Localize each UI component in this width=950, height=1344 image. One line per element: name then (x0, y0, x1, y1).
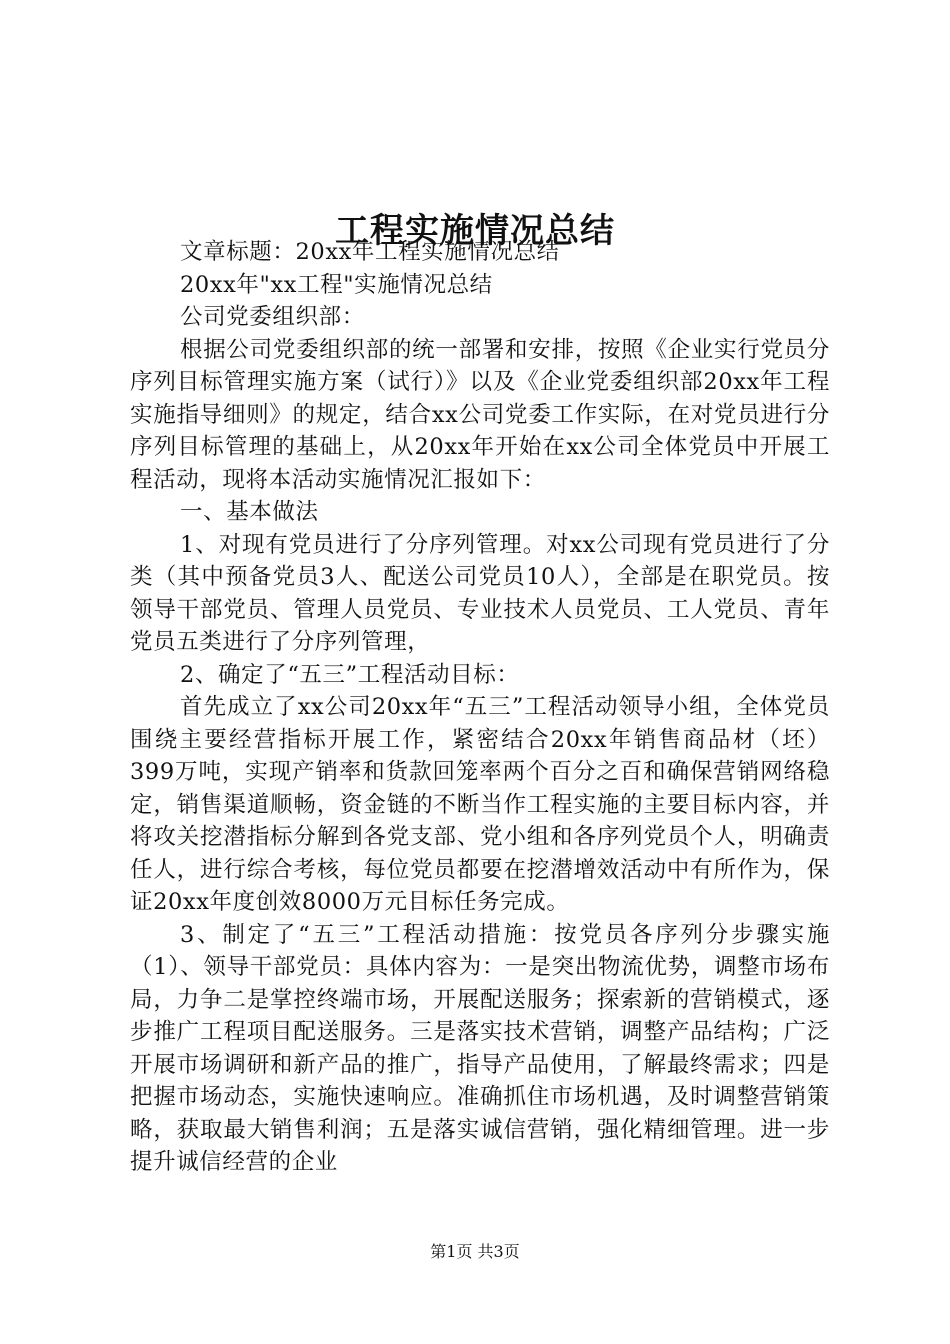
paragraph-item-3: 3、制定了“五三”工程活动措施：按党员各序列分步骤实施（1）、领导干部党员：具体内容为：一是突出物流优势，调整市场布局，力争二是掌控终端市场，开展配送服务；探索新的营销模式，逐步推广工程项目配送服务。三是落实技术营销，调整产品结构；广泛开展市场调研和新产品的推广，指导产品使用，了解最终需求；四是把握市场动态，实施快速响应。准确抓住市场机遇，及时调整营销策略，获取最大销售利润；五是落实诚信营销，强化精细管理。进一步提升诚信经营的企业 (130, 921, 830, 1175)
document-body (130, 236, 830, 1179)
paragraph-article-title: 文章标题：20xx年工程实施情况总结 (180, 239, 560, 265)
page-footer: 第1页 共3页 (430, 1242, 520, 1261)
paragraph-addressee: 公司党委组织部： (180, 304, 365, 330)
section-heading-basic-method: 一、基本做法 (180, 499, 319, 525)
document-title: 工程实施情况总结 (335, 210, 615, 251)
paragraph-item-2: 2、确定了“五三”工程活动目标： (180, 661, 520, 688)
paragraph-item-1: 1、对现有党员进行了分序列管理。对xx公司现有党员进行了分类（其中预备党员3人、配送公司党员10人），全部是在职党员。按领导干部党员、管理人员党员、专业技术人员党员、工人党员、青年党员五类进行了分序列管理， (130, 531, 830, 655)
paragraph-report-title: 20xx年"xx工程"实施情况总结 (180, 271, 493, 298)
paragraph-intro: 根据公司党委组织部的统一部署和安排，按照《企业实行党员分序列目标管理实施方案（试行）》以及《企业党委组织部20xx年工程实施指导细则》的规定，结合xx公司党委工作实际，在对党员进行分序列目标管理的基础上，从20xx年开始在xx公司全体党员中开展工程活动，现将本活动实施情况汇报如下： (130, 336, 830, 493)
paragraph-item-2-detail: 首先成立了xx公司20xx年“五三”工程活动领导小组，全体党员围绕主要经营指标开展工作，紧密结合20xx年销售商品材（坯）399万吨，实现产销率和货款回笼率两个百分之百和确保营销网络稳定，销售渠道顺畅，资金链的不断当作工程实施的主要目标内容，并将攻关挖潜指标分解到各党支部、党小组和各序列党员个人，明确责任人，进行综合考核，每位党员都要在挖潜增效活动中有所作为，保证20xx年度创效8000万元目标任务完成。 (130, 694, 830, 915)
